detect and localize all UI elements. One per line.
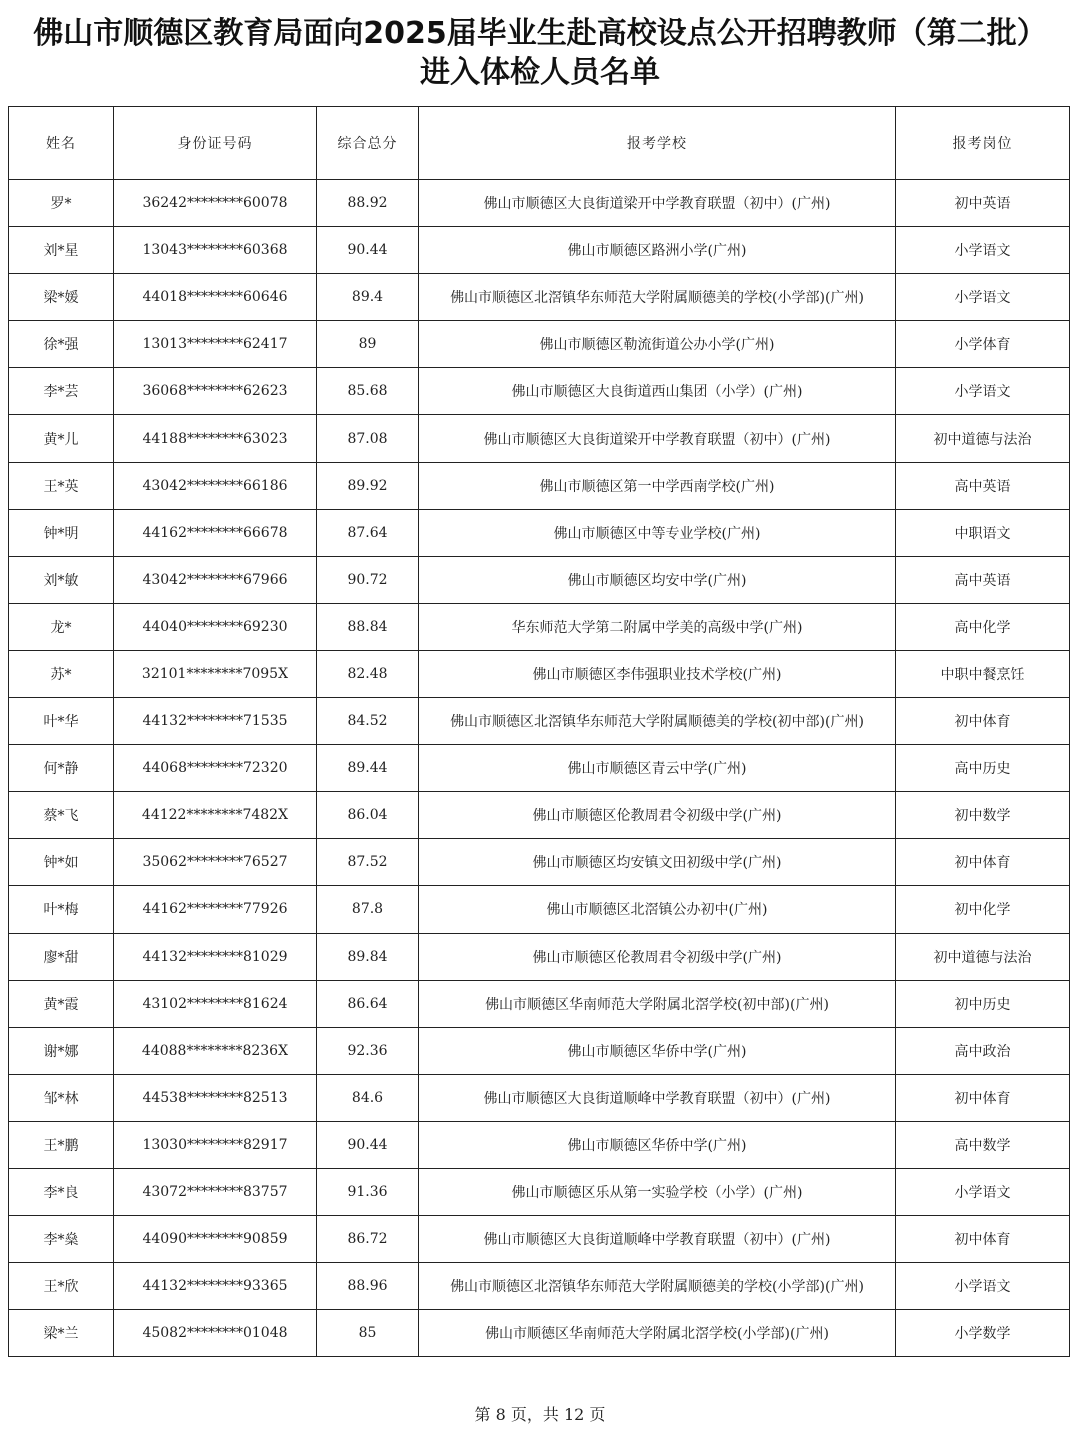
table-row [9,415,1070,462]
cell-school: 佛山市顺德区大良街道梁开中学教育联盟（初中）(广州) [419,415,896,462]
table-row [9,980,1070,1027]
cell-position: 高中化学 [896,603,1070,650]
cell-total-score: 90.44 [317,227,419,274]
cell-total-score: 84.6 [317,1074,419,1121]
cell-total-score: 91.36 [317,1168,419,1215]
cell-position: 初中化学 [896,886,1070,933]
cell-total-score: 90.44 [317,1121,419,1168]
cell-id-number: 43072********83757 [114,1168,317,1215]
header-school: 报考学校 [419,107,896,180]
table-row [9,1121,1070,1168]
cell-school: 佛山市顺德区北滘镇华东师范大学附属顺德美的学校(小学部)(广州) [419,1263,896,1310]
document-title-line1: 佛山市顺德区教育局面向2025届毕业生赴高校设点公开招聘教师（第二批） [33,16,1047,51]
cell-position: 初中体育 [896,698,1070,745]
cell-name: 龙* [9,603,114,650]
cell-school: 佛山市顺德区中等专业学校(广州) [419,509,896,556]
cell-id-number: 44132********93365 [114,1263,317,1310]
table-row [9,933,1070,980]
document-title-line2: 进入体检人员名单 [420,55,660,90]
cell-total-score: 87.64 [317,509,419,556]
cell-name: 谢*娜 [9,1027,114,1074]
cell-position: 小学语文 [896,227,1070,274]
cell-id-number: 44122********7482X [114,792,317,839]
cell-name: 邹*林 [9,1074,114,1121]
cell-school: 佛山市顺德区李伟强职业技术学校(广州) [419,650,896,697]
cell-name: 叶*梅 [9,886,114,933]
table-row [9,368,1070,415]
cell-name: 王*鹏 [9,1121,114,1168]
cell-total-score: 88.84 [317,603,419,650]
cell-name: 梁*兰 [9,1310,114,1357]
cell-school: 佛山市顺德区伦教周君令初级中学(广州) [419,933,896,980]
cell-id-number: 44162********77926 [114,886,317,933]
cell-name: 王*欣 [9,1263,114,1310]
cell-school: 佛山市顺德区青云中学(广州) [419,745,896,792]
table-row [9,1027,1070,1074]
cell-total-score: 85 [317,1310,419,1357]
cell-position: 初中道德与法治 [896,415,1070,462]
cell-name: 钟*如 [9,839,114,886]
cell-position: 小学语文 [896,368,1070,415]
header-id-number: 身份证号码 [114,107,317,180]
cell-school: 佛山市顺德区大良街道顺峰中学教育联盟（初中）(广州) [419,1074,896,1121]
cell-school: 佛山市顺德区北滘镇华东师范大学附属顺德美的学校(初中部)(广州) [419,698,896,745]
cell-name: 苏* [9,650,114,697]
cell-total-score: 89.92 [317,462,419,509]
cell-position: 初中英语 [896,180,1070,227]
cell-id-number: 43042********67966 [114,556,317,603]
cell-name: 李*芸 [9,368,114,415]
cell-id-number: 44162********66678 [114,509,317,556]
table-body [9,180,1070,1357]
cell-id-number: 43102********81624 [114,980,317,1027]
cell-id-number: 13013********62417 [114,321,317,368]
cell-school: 佛山市顺德区华南师范大学附属北滘学校(小学部)(广州) [419,1310,896,1357]
cell-school: 佛山市顺德区北滘镇公办初中(广州) [419,886,896,933]
cell-id-number: 44188********63023 [114,415,317,462]
table-row [9,509,1070,556]
cell-name: 王*英 [9,462,114,509]
table-row [9,1074,1070,1121]
cell-position: 初中道德与法治 [896,933,1070,980]
cell-total-score: 87.52 [317,839,419,886]
cell-school: 佛山市顺德区华南师范大学附属北滘学校(初中部)(广州) [419,980,896,1027]
cell-total-score: 88.92 [317,180,419,227]
cell-school: 佛山市顺德区乐从第一实验学校（小学）(广州) [419,1168,896,1215]
table-header-row [9,107,1070,180]
cell-position: 初中体育 [896,1074,1070,1121]
cell-position: 中职中餐烹饪 [896,650,1070,697]
cell-total-score: 84.52 [317,698,419,745]
cell-school: 佛山市顺德区华侨中学(广州) [419,1121,896,1168]
cell-position: 高中英语 [896,462,1070,509]
table-row [9,650,1070,697]
cell-name: 罗* [9,180,114,227]
cell-school: 佛山市顺德区第一中学西南学校(广州) [419,462,896,509]
cell-total-score: 89 [317,321,419,368]
candidate-table [8,106,1070,1357]
cell-id-number: 45082********01048 [114,1310,317,1357]
cell-total-score: 87.8 [317,886,419,933]
cell-total-score: 89.4 [317,274,419,321]
cell-name: 黄*霞 [9,980,114,1027]
cell-school: 佛山市顺德区勒流街道公办小学(广州) [419,321,896,368]
cell-name: 黄*儿 [9,415,114,462]
cell-school: 佛山市顺德区路洲小学(广州) [419,227,896,274]
table-row [9,1168,1070,1215]
cell-id-number: 44538********82513 [114,1074,317,1121]
cell-id-number: 44040********69230 [114,603,317,650]
cell-total-score: 89.44 [317,745,419,792]
cell-school: 佛山市顺德区北滘镇华东师范大学附属顺德美的学校(小学部)(广州) [419,274,896,321]
cell-total-score: 86.64 [317,980,419,1027]
cell-name: 何*静 [9,745,114,792]
cell-school: 佛山市顺德区均安镇文田初级中学(广州) [419,839,896,886]
cell-name: 梁*媛 [9,274,114,321]
cell-position: 初中数学 [896,792,1070,839]
table-row [9,556,1070,603]
table-row [9,792,1070,839]
cell-total-score: 92.36 [317,1027,419,1074]
cell-id-number: 44090********90859 [114,1216,317,1263]
cell-name: 叶*华 [9,698,114,745]
table-row [9,1310,1070,1357]
cell-total-score: 85.68 [317,368,419,415]
cell-id-number: 44132********71535 [114,698,317,745]
cell-name: 刘*敏 [9,556,114,603]
cell-position: 初中历史 [896,980,1070,1027]
table-row [9,180,1070,227]
cell-name: 李*燊 [9,1216,114,1263]
cell-school: 华东师范大学第二附属中学美的高级中学(广州) [419,603,896,650]
cell-position: 高中英语 [896,556,1070,603]
table-row [9,1263,1070,1310]
table-row [9,603,1070,650]
cell-total-score: 90.72 [317,556,419,603]
cell-id-number: 44132********81029 [114,933,317,980]
header-name: 姓名 [9,107,114,180]
cell-position: 高中数学 [896,1121,1070,1168]
table-row [9,462,1070,509]
cell-position: 初中体育 [896,839,1070,886]
cell-school: 佛山市顺德区均安中学(广州) [419,556,896,603]
cell-position: 小学语文 [896,1168,1070,1215]
table-row [9,274,1070,321]
cell-id-number: 32101********7095X [114,650,317,697]
cell-position: 高中政治 [896,1027,1070,1074]
cell-position: 小学数学 [896,1310,1070,1357]
cell-id-number: 13043********60368 [114,227,317,274]
table-row [9,698,1070,745]
cell-id-number: 43042********66186 [114,462,317,509]
cell-position: 中职语文 [896,509,1070,556]
page-number: 第 8 页，共 12 页 [474,1405,606,1424]
cell-school: 佛山市顺德区大良街道顺峰中学教育联盟（初中）(广州) [419,1216,896,1263]
cell-total-score: 82.48 [317,650,419,697]
cell-position: 小学体育 [896,321,1070,368]
cell-school: 佛山市顺德区华侨中学(广州) [419,1027,896,1074]
cell-position: 小学语文 [896,274,1070,321]
cell-id-number: 13030********82917 [114,1121,317,1168]
cell-position: 小学语文 [896,1263,1070,1310]
cell-total-score: 87.08 [317,415,419,462]
cell-name: 蔡*飞 [9,792,114,839]
table-row [9,321,1070,368]
cell-total-score: 86.72 [317,1216,419,1263]
cell-school: 佛山市顺德区伦教周君令初级中学(广州) [419,792,896,839]
cell-name: 徐*强 [9,321,114,368]
cell-id-number: 44018********60646 [114,274,317,321]
cell-school: 佛山市顺德区大良街道西山集团（小学）(广州) [419,368,896,415]
cell-id-number: 44068********72320 [114,745,317,792]
table-row [9,1216,1070,1263]
cell-position: 初中体育 [896,1216,1070,1263]
cell-school: 佛山市顺德区大良街道梁开中学教育联盟（初中）(广州) [419,180,896,227]
cell-id-number: 35062********76527 [114,839,317,886]
cell-total-score: 88.96 [317,1263,419,1310]
table-row [9,886,1070,933]
cell-total-score: 89.84 [317,933,419,980]
header-total-score: 综合总分 [317,107,419,180]
cell-name: 廖*甜 [9,933,114,980]
table-row [9,745,1070,792]
cell-position: 高中历史 [896,745,1070,792]
cell-name: 刘*星 [9,227,114,274]
cell-id-number: 36068********62623 [114,368,317,415]
cell-name: 李*良 [9,1168,114,1215]
cell-id-number: 36242********60078 [114,180,317,227]
cell-name: 钟*明 [9,509,114,556]
cell-id-number: 44088********8236X [114,1027,317,1074]
header-position: 报考岗位 [896,107,1070,180]
table-row [9,839,1070,886]
cell-total-score: 86.04 [317,792,419,839]
table-row [9,227,1070,274]
